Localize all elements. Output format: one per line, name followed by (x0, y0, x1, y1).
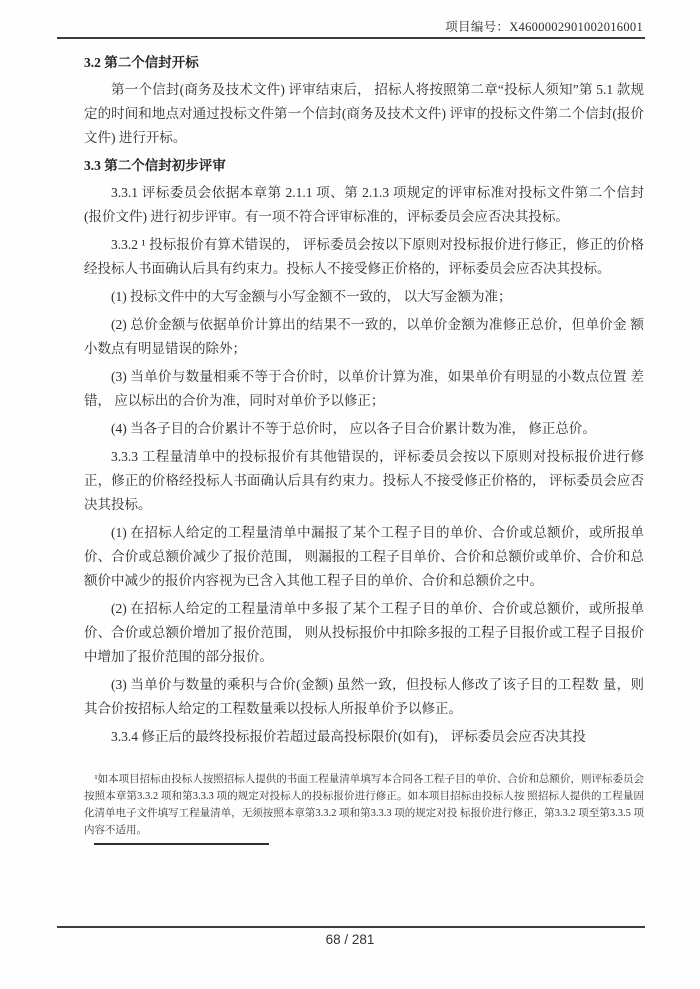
footer-divider (57, 926, 645, 928)
page-footer (0, 932, 700, 947)
footnote-section (84, 771, 644, 845)
footnote-divider (94, 843, 269, 845)
paragraph: (1) 投标文件中的大写金额与小写金额不一致的， 以大写金额为准； (111, 289, 512, 304)
paragraph: (3) 当单价与数量相乘不等于合价时，以单价计算为准，如果单价有明显的小数点位置 差错， 应以标出的合价为准，同时对单价予以修正； (84, 369, 644, 408)
document-content (84, 48, 644, 753)
footnote-text: ¹如本项目招标由投标人按照招标人提供的书面工程量清单填写本合同各工程子目的单价、合价和总额价，则评标委员会按照本章第3.3.2 项和第3.3.3 项的规定对投标人的投标报价进行修正。如本项目招标由投标人按 照招标人提供的工程量固化清单电子文件填写工程量清单，无须按照本章第3.3.2 项和第3.3.3 项的规定对投 标报价进行修正，第3.3.2 项至第3.3.5 项内容不适用。 (84, 774, 644, 836)
section-heading: 3.2 第二个信封开标 (84, 55, 199, 70)
header-divider (57, 37, 645, 39)
paragraph: 3.3.4 修正后的最终投标报价若超过最高投标限价(如有)， 评标委员会应否决其投 (111, 729, 586, 744)
section-heading: 3.3 第二个信封初步评审 (84, 158, 226, 173)
paragraph: 3.3.2 ¹ 投标报价有算术错误的， 评标委员会按以下原则对投标报价进行修正，修正的价格经投标人书面确认后具有约束力。投标人不接受修正价格的，评标委员会应否决其投标。 (84, 237, 644, 276)
paragraph: 第一个信封(商务及技术文件) 评审结束后， 招标人将按照第二章“投标人须知”第 5.1 款规定的时间和地点对通过投标文件第一个信封(商务及技术文件) 评审的投标文件第二个信封(报价文件) 进行开标。 (84, 82, 644, 145)
paragraph: (3) 当单价与数量的乘积与合价(金额) 虽然一致，但投标人修改了该子目的工程数 量，则其合价按招标人给定的工程数量乘以投标人所报单价予以修正。 (84, 677, 644, 716)
page-number: 68 / 281 (325, 932, 375, 947)
project-number: 项目编号：X4600002901002016001 (445, 20, 643, 34)
page-header (445, 17, 643, 35)
paragraph: (4) 当各子目的合价累计不等于总价时， 应以各子目合价累计数为准， 修正总价。 (111, 421, 596, 436)
paragraph: 3.3.3 工程量清单中的投标报价有其他错误的，评标委员会按以下原则对投标报价进行修正，修正的价格经投标人书面确认后具有约束力。投标人不接受修正价格的， 评标委员会应否决其投标。 (84, 449, 644, 512)
paragraph: (1) 在招标人给定的工程量清单中漏报了某个工程子目的单价、合价或总额价，或所报单价、合价或总额价减少了报价范围， 则漏报的工程子目单价、合价和总额价或单价、合价和总额价中减少的报价内容视为已含入其他工程子目的单价、合价和总额价之中。 (84, 525, 644, 588)
paragraph: (2) 在招标人给定的工程量清单中多报了某个工程子目的单价、合价或总额价，或所报单价、合价或总额价增加了报价范围， 则从投标报价中扣除多报的工程子目报价或工程子目报价中增加了报价范围的部分报价。 (84, 601, 644, 664)
paragraph: (2) 总价金额与依据单价计算出的结果不一致的，以单价金额为准修正总价，但单价金 额小数点有明显错误的除外； (84, 317, 644, 356)
paragraph: 3.3.1 评标委员会依据本章第 2.1.1 项、第 2.1.3 项规定的评审标准对投标文件第二个信封(报价文件) 进行初步评审。有一项不符合评审标准的，评标委员会应否决其投标。 (84, 185, 644, 224)
